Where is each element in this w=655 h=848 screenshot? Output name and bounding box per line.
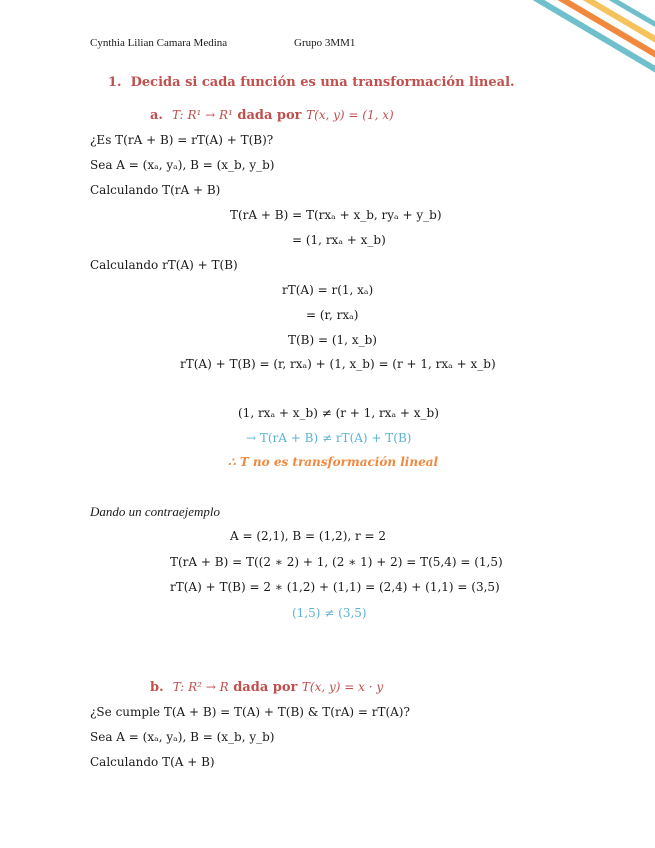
part-b-mapping: T: R² → R [172, 680, 229, 694]
part-a-calc1: Calculando T(rA + B) [90, 183, 221, 197]
problem-title: Decida si cada función es una transformación lineal. [130, 75, 515, 90]
equation-5: T(B) = (1, x_b) [288, 333, 377, 347]
inequality: (1, rxₐ + x_b) ≠ (r + 1, rxₐ + x_b) [238, 406, 439, 420]
author-name: Cynthia Lilian Camara Medina [90, 37, 228, 49]
part-b-definition: T(x, y) = x · y [301, 680, 384, 694]
part-b-label: b. [150, 680, 164, 695]
part-a-sea: Sea A = (xₐ, yₐ), B = (x_b, y_b) [90, 158, 275, 172]
equation-1: T(rA + B) = T(rxₐ + x_b, ryₐ + y_b) [230, 208, 442, 222]
part-a-mapping: T: R¹ → R¹ [172, 108, 233, 122]
problem-number: 1. [108, 75, 122, 90]
counterexample-title: Dando un contraejemplo [90, 504, 220, 519]
counterexample-values: A = (2,1), B = (1,2), r = 2 [230, 529, 387, 543]
equation-6: rT(A) + T(B) = (r, rxₐ) + (1, x_b) = (r + 1, rxₐ + x_b) [180, 357, 496, 371]
group-name: Grupo 3MM1 [294, 37, 356, 49]
part-a-definition: T(x, y) = (1, x) [306, 108, 394, 122]
conclusion: ∴ T no es transformación lineal [228, 455, 439, 469]
part-a-dada-por: dada por [237, 108, 302, 123]
part-b-dada-por: dada por [233, 680, 298, 695]
part-a-question: ¿Es T(rA + B) = rT(A) + T(B)? [90, 133, 274, 147]
part-a-label: a. [150, 108, 163, 123]
part-b-question: ¿Se cumple T(A + B) = T(A) + T(B) & T(rA) = rT(A)? [90, 705, 410, 719]
counterexample-eq2: rT(A) + T(B) = 2 ∗ (1,2) + (1,1) = (2,4) + (1,1) = (3,5) [170, 580, 500, 594]
problem-heading [108, 75, 515, 90]
part-b-sea: Sea A = (xₐ, yₐ), B = (x_b, y_b) [90, 730, 275, 744]
equation-4: = (r, rxₐ) [306, 308, 359, 322]
counterexample-eq1: T(rA + B) = T((2 ∗ 2) + 1, (2 ∗ 1) + 2) = T(5,4) = (1,5) [170, 555, 503, 569]
corner-stripes-decoration [495, 0, 655, 100]
part-a-heading [150, 108, 394, 123]
part-a-calc2: Calculando rT(A) + T(B) [90, 258, 238, 272]
counterexample-result: (1,5) ≠ (3,5) [292, 606, 367, 620]
equation-3: rT(A) = r(1, xₐ) [282, 283, 374, 297]
equation-2: = (1, rxₐ + x_b) [292, 233, 386, 247]
implication: → T(rA + B) ≠ rT(A) + T(B) [246, 431, 412, 445]
part-b-heading [150, 680, 383, 695]
part-b-calc1: Calculando T(A + B) [90, 755, 215, 769]
